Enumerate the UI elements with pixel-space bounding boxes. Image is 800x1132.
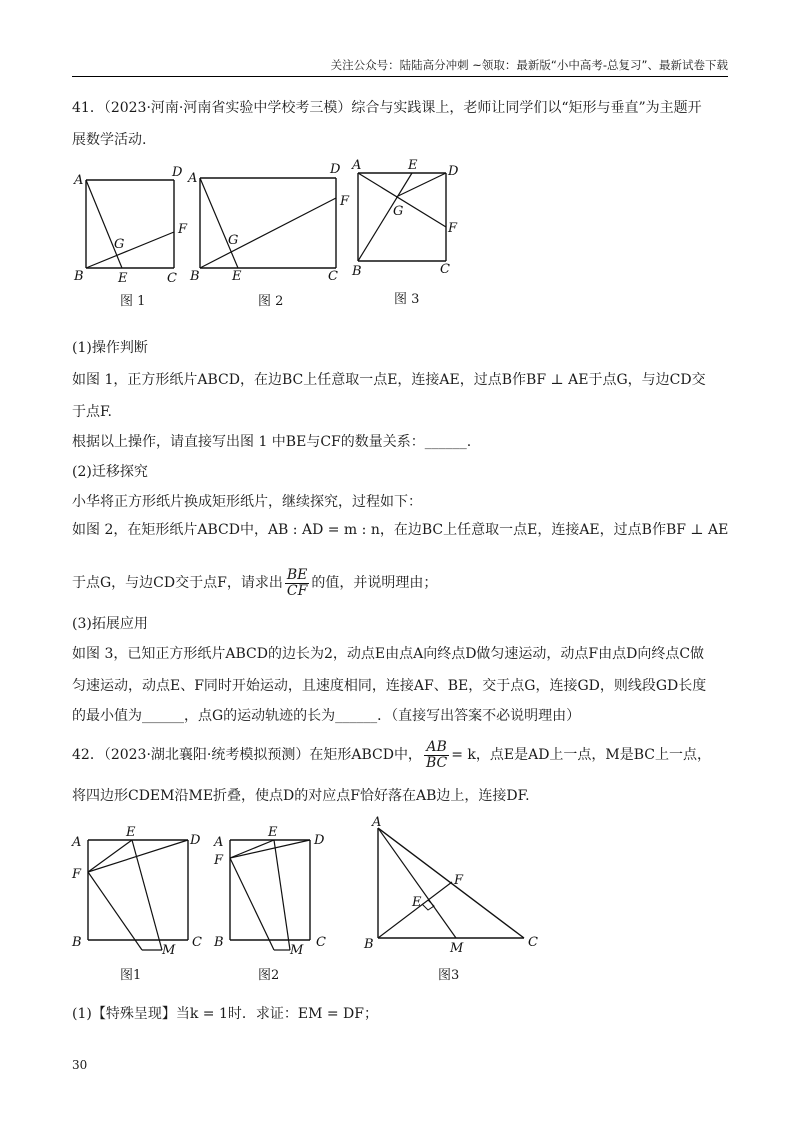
label-g: G	[114, 237, 125, 252]
q42-line1-start: 42．（2023·湖北襄阳·统考模拟预测）在矩形ABCD中，	[72, 747, 422, 763]
fraction-denominator: BC	[425, 754, 448, 771]
q42-line1	[72, 738, 732, 772]
label-c: C	[316, 935, 326, 950]
q42-line1-end: = k，点E是AD上一点，M是BC上一点，	[451, 747, 712, 763]
label-m: M	[450, 941, 464, 956]
label-e: E	[118, 271, 128, 285]
label-a: A	[214, 835, 224, 850]
label-f: F	[448, 221, 458, 236]
label-f: F	[214, 853, 224, 868]
label-d: D	[330, 162, 341, 177]
q42-figure-2	[212, 822, 347, 957]
q41-part2-line3-end: 的值，并说明理由；	[311, 575, 438, 591]
q42-fig2-caption: 图2	[258, 968, 280, 983]
fraction-denominator: CF	[286, 582, 308, 599]
q42-line2: 将四边形CDEM沿ME折叠，使点D的对应点F恰好落在AB边上，连接DF.	[72, 788, 530, 804]
q41-part2-title: (2)迁移探究	[72, 464, 148, 480]
q41-figure-2	[186, 160, 356, 285]
label-d: D	[172, 165, 183, 180]
q41-part3-line1: 如图 3，已知正方形纸片ABCD的边长为2，动点E由点A向终点D做匀速运动，动点F由点D向终点C做	[72, 646, 705, 662]
q41-intro-line2: 展数学活动.	[72, 132, 147, 148]
label-g: G	[393, 204, 404, 219]
label-c: C	[192, 935, 202, 950]
q41-part2-line3-start: 于点G，与边CD交于点F，请求出	[72, 575, 283, 591]
label-d: D	[448, 164, 459, 179]
q41-figure-1	[72, 160, 192, 285]
label-f: F	[454, 873, 464, 888]
q41-part3-line3: 的最小值为______，点G的运动轨迹的长为______．（直接写出答案不必说明理由）	[72, 708, 581, 724]
q41-part1-title: (1)操作判断	[72, 340, 148, 356]
q42-figure-1	[70, 822, 205, 957]
q41-part1-line3: 根据以上操作，请直接写出图 1 中BE与CF的数量关系：______.	[72, 434, 472, 450]
q41-part2-line2: 如图 2，在矩形纸片ABCD中，AB : AD = m : n，在边BC上任意取一点E，连接AE，过点B作BF ⊥ AE	[72, 522, 729, 538]
label-d: D	[314, 833, 325, 848]
label-e: E	[268, 825, 278, 840]
label-e: E	[412, 895, 422, 910]
label-m: M	[290, 943, 304, 957]
page-number: 30	[72, 1058, 88, 1072]
label-a: A	[188, 171, 198, 186]
q42-part1: (1)【特殊呈现】当k = 1时．求证：EM = DF；	[72, 1006, 378, 1022]
q42-fig1-caption: 图1	[120, 968, 142, 983]
q41-fig3-caption: 图 3	[394, 292, 420, 307]
label-b: B	[72, 935, 82, 950]
q41-fig1-caption: 图 1	[120, 294, 146, 309]
label-b: B	[364, 937, 374, 952]
label-e: E	[408, 158, 418, 173]
q41-part2-line3	[72, 566, 732, 600]
q42-figure-3	[362, 812, 552, 957]
label-b: B	[214, 935, 224, 950]
label-a: A	[372, 815, 382, 830]
q41-part2-line1: 小华将正方形纸片换成矩形纸片，继续探究，过程如下：	[72, 494, 422, 510]
q41-part1-line2: 于点F.	[72, 404, 112, 420]
q41-part3-title: (3)拓展应用	[72, 616, 148, 632]
q41-part1-line1: 如图 1，正方形纸片ABCD，在边BC上任意取一点E，连接AE，过点B作BF ⊥ AE于点G，与边CD交	[72, 372, 706, 388]
label-m: M	[162, 943, 176, 957]
label-c: C	[528, 935, 538, 950]
label-c: C	[328, 269, 338, 284]
label-a: A	[74, 173, 84, 188]
label-f: F	[72, 867, 82, 882]
label-d: D	[190, 833, 201, 848]
q41-part3-line2: 匀速运动，动点E、F同时开始运动，且速度相同，连接AF、BE，交于点G，连接GD，则线段GD长度	[72, 678, 707, 694]
label-a: A	[72, 835, 82, 850]
ab-over-bc-fraction	[424, 740, 449, 771]
label-b: B	[190, 269, 200, 284]
label-f: F	[340, 194, 350, 209]
q41-fig2-caption: 图 2	[258, 294, 284, 309]
label-b: B	[352, 264, 362, 279]
label-b: B	[74, 269, 84, 284]
label-a: A	[352, 158, 362, 173]
label-g: G	[228, 233, 239, 248]
q41-figure-3	[346, 155, 466, 280]
q42-fig3-caption: 图3	[438, 968, 460, 983]
fraction-numerator: BE	[286, 566, 308, 583]
be-over-cf-fraction	[285, 568, 310, 599]
page-header: 关注公众号：陆陆高分冲刺 ~领取：最新版“小中高考-总复习”、最新试卷下载	[72, 58, 728, 77]
label-e: E	[126, 825, 136, 840]
label-c: C	[440, 262, 450, 277]
label-c: C	[167, 271, 177, 285]
label-e: E	[232, 269, 242, 284]
fraction-numerator: AB	[424, 740, 449, 756]
q41-intro-line1: 41．（2023·河南·河南省实验中学校考三模）综合与实践课上，老师让同学们以“矩形与垂直”为主题开	[72, 100, 702, 116]
label-f: F	[178, 222, 188, 237]
